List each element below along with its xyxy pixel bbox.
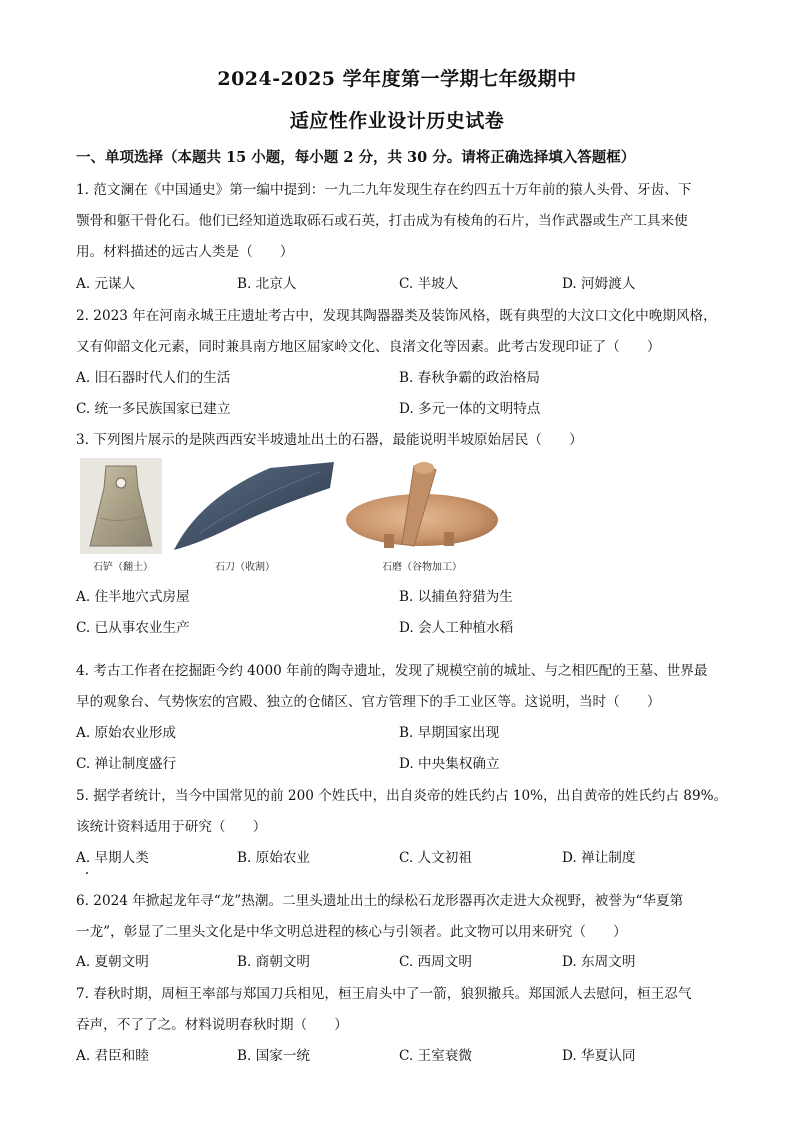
q2-option-c[interactable]: C. 统一多民族国家已建立	[76, 401, 231, 417]
q4-option-a[interactable]: A. 原始农业形成	[76, 725, 177, 741]
q3-option-b[interactable]: B. 以捕鱼狩猎为生	[399, 589, 513, 605]
q1-option-c[interactable]: C. 半坡人	[399, 276, 459, 292]
q3-option-c[interactable]: C. 已从事农业生产	[76, 620, 190, 636]
q5-option-c[interactable]: C. 人文初祖	[399, 850, 472, 866]
q4-option-c[interactable]: C. 禅让制度盛行	[76, 756, 177, 772]
q3-option-d[interactable]: D. 会人工种植水稻	[399, 620, 514, 636]
stone-shovel-image	[80, 458, 162, 554]
question-4-line-2: 早的观象台、气势恢宏的宫殿、独立的仓储区、官方管理下的手工业区等。这说明，当时（ ）	[76, 694, 661, 710]
question-3-line-1: 3. 下列图片展示的是陕西西安半坡遗址出土的石器，最能说明半坡原始居民（ ）	[76, 432, 583, 448]
question-1-line-1: 1. 范文澜在《中国通史》第一编中提到：一九二九年发现生存在约四五十万年前的猿人头骨、牙齿、下	[76, 182, 692, 198]
q2-option-a[interactable]: A. 旧石器时代人们的生活	[76, 370, 231, 386]
stray-dot	[86, 872, 88, 874]
question-2-line-2: 又有仰韶文化元素，同时兼具南方地区屈家岭文化、良渚文化等因素。此考古发现印证了（ ）	[76, 339, 661, 355]
caption-stone-knife: 石刀（收割）	[215, 562, 275, 573]
q6-option-c[interactable]: C. 西周文明	[399, 954, 472, 970]
q6-option-a[interactable]: A. 夏朝文明	[76, 954, 149, 970]
q7-option-b[interactable]: B. 国家一统	[237, 1048, 311, 1064]
question-6-line-1: 6. 2024 年掀起龙年寻“龙”热潮。二里头遗址出土的绿松石龙形器再次走进大众视野，被誉为“华夏第	[76, 893, 684, 909]
q5-option-a[interactable]: A. 早期人类	[76, 850, 149, 866]
q5-option-b[interactable]: B. 原始农业	[237, 850, 311, 866]
q7-option-c[interactable]: C. 王室衰微	[399, 1048, 472, 1064]
q1-option-a[interactable]: A. 元谋人	[76, 276, 136, 292]
q4-option-d[interactable]: D. 中央集权确立	[399, 756, 500, 772]
section-heading: 一、单项选择（本题共 15 小题，每小题 2 分，共 30 分。请将正确选择填入答题框）	[76, 149, 636, 166]
question-2-line-1: 2. 2023 年在河南永城王庄遗址考古中，发现其陶器器类及装饰风格，既有典型的大汶口文化中晚期风格，	[76, 308, 717, 324]
question-5-line-1: 5. 据学者统计，当今中国常见的前 200 个姓氏中，出自炎帝的姓氏约占 10%，出自黄帝的姓氏约占 89%。	[76, 788, 728, 804]
stone-mill-image	[344, 458, 502, 554]
q2-option-d[interactable]: D. 多元一体的文明特点	[399, 401, 541, 417]
q7-option-a[interactable]: A. 君臣和睦	[76, 1048, 149, 1064]
q2-option-b[interactable]: B. 春秋争霸的政治格局	[399, 370, 540, 386]
stone-knife-image	[170, 458, 338, 554]
question-1-line-3: 用。材料描述的远古人类是（ ）	[76, 244, 294, 260]
question-4-line-1: 4. 考古工作者在挖掘距今约 4000 年前的陶寺遗址，发现了规模空前的城址、与之相匹配的王墓、世界最	[76, 663, 708, 679]
q5-option-d[interactable]: D. 禅让制度	[562, 850, 636, 866]
q6-option-b[interactable]: B. 商朝文明	[237, 954, 311, 970]
q3-option-a[interactable]: A. 住半地穴式房屋	[76, 589, 190, 605]
exam-title-line2: 适应性作业设计历史试卷	[289, 110, 505, 132]
question-1-line-2: 颚骨和躯干骨化石。他们已经知道选取砾石或石英，打击成为有棱角的石片，当作武器或生产工具来使	[76, 213, 688, 229]
exam-title-line1: 2024-2025 学年度第一学期七年级期中	[217, 68, 577, 90]
q1-option-b[interactable]: B. 北京人	[237, 276, 297, 292]
question-6-line-2: 一龙”，彰显了二里头文化是中华文明总进程的核心与引领者。此文物可以用来研究（ ）	[76, 924, 627, 940]
q6-option-d[interactable]: D. 东周文明	[562, 954, 636, 970]
question-7-line-2: 吞声，不了了之。材料说明春秋时期（ ）	[76, 1017, 348, 1033]
caption-stone-mill: 石磨（谷物加工）	[382, 562, 462, 573]
caption-stone-shovel: 石铲（翻土）	[93, 562, 153, 573]
q4-option-b[interactable]: B. 早期国家出现	[399, 725, 500, 741]
q7-option-d[interactable]: D. 华夏认同	[562, 1048, 636, 1064]
question-5-line-2: 该统计资料适用于研究（ ）	[76, 819, 267, 835]
question-7-line-1: 7. 春秋时期，周桓王率部与郑国刀兵相见，桓王肩头中了一箭，狼狈撤兵。郑国派人去慰问，桓王忍气	[76, 986, 692, 1002]
q1-option-d[interactable]: D. 河姆渡人	[562, 276, 636, 292]
